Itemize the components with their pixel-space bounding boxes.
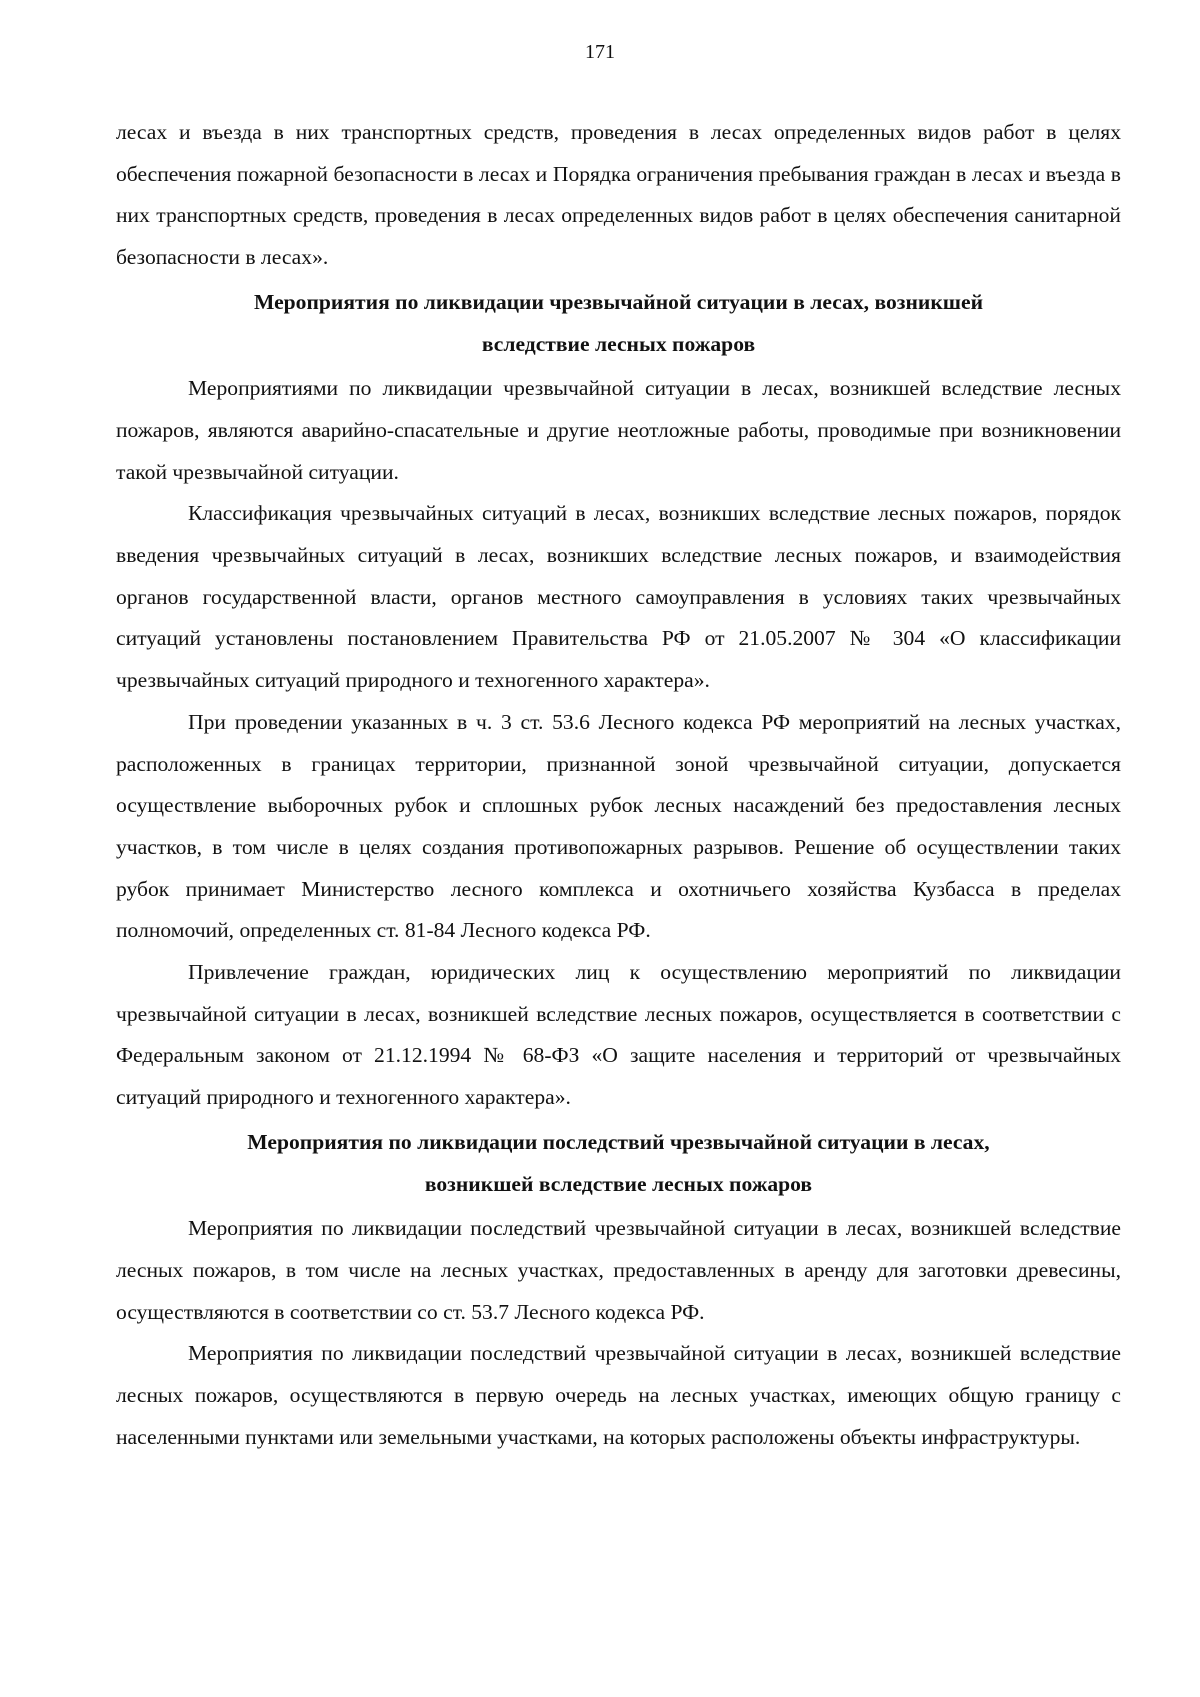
paragraph: Привлечение граждан, юридических лиц к осуществлению мероприятий по ликвидации чрезвычайной ситуации в лесах, возникшей вследствие лесных пожаров, осуществляется в соответствии с Федеральным законом от 21.12.1994 № 68-ФЗ «О защите населения и территорий от чрезвычайных ситуаций природного и техногенного характера». (116, 960, 1121, 1110)
page-number: 171 (585, 41, 615, 63)
paragraph: Мероприятия по ликвидации последствий чрезвычайной ситуации в лесах, возникшей вследствие лесных пожаров, в том числе на лесных участках, предоставленных в аренду для заготовки древесины, осуществляются в соответствии со ст. 53.7 Лесного кодекса РФ. (116, 1216, 1121, 1324)
paragraph: Мероприятиями по ликвидации чрезвычайной ситуации в лесах, возникшей вследствие лесных пожаров, являются аварийно-спасательные и другие неотложные работы, проводимые при возникновении такой чрезвычайной ситуации. (116, 376, 1121, 484)
paragraph: Классификация чрезвычайных ситуаций в лесах, возникших вследствие лесных пожаров, порядок введения чрезвычайных ситуаций в лесах, возникших вследствие лесных пожаров, и взаимодействия органов государственной власти, органов местного самоуправления в условиях таких чрезвычайных ситуаций установлены постановлением Правительства РФ от 21.05.2007 № 304 «О классификации чрезвычайных ситуаций природного и техногенного характера». (116, 501, 1121, 693)
section-heading-consequences-liquidation: Мероприятия по ликвидации последствий чрезвычайной ситуации в лесах, возникшей вследствие лесных пожаров (247, 1129, 990, 1196)
document-body (116, 112, 1121, 1459)
section-heading-emergency-liquidation: Мероприятия по ликвидации чрезвычайной ситуации в лесах, возникшей вследствие лесных пожаров (253, 289, 984, 356)
paragraph: При проведении указанных в ч. 3 ст. 53.6 Лесного кодекса РФ мероприятий на лесных участках, расположенных в границах территории, признанной зоной чрезвычайной ситуации, допускается осуществление выборочных рубок и сплошных рубок лесных насаждений без предоставления лесных участков, в том числе в целях создания противопожарных разрывов. Решение об осуществлении таких рубок принимает Министерство лесного комплекса и охотничьего хозяйства Кузбасса в пределах полномочий, определенных ст. 81-84 Лесного кодекса РФ. (116, 709, 1121, 943)
paragraph: Мероприятия по ликвидации последствий чрезвычайной ситуации в лесах, возникшей вследствие лесных пожаров, осуществляются в первую очередь на лесных участках, имеющих общую границу с населенными пунктами или земельными участками, на которых расположены объекты инфраструктуры. (116, 1341, 1121, 1449)
paragraph-continuation: лесах и въезда в них транспортных средств, проведения в лесах определенных видов работ в целях обеспечения пожарной безопасности в лесах и Порядка ограничения пребывания граждан в лесах и въезда в них транспортных средств, проведения в лесах определенных видов работ в целях обеспечения санитарной безопасности в лесах». (116, 120, 1121, 270)
